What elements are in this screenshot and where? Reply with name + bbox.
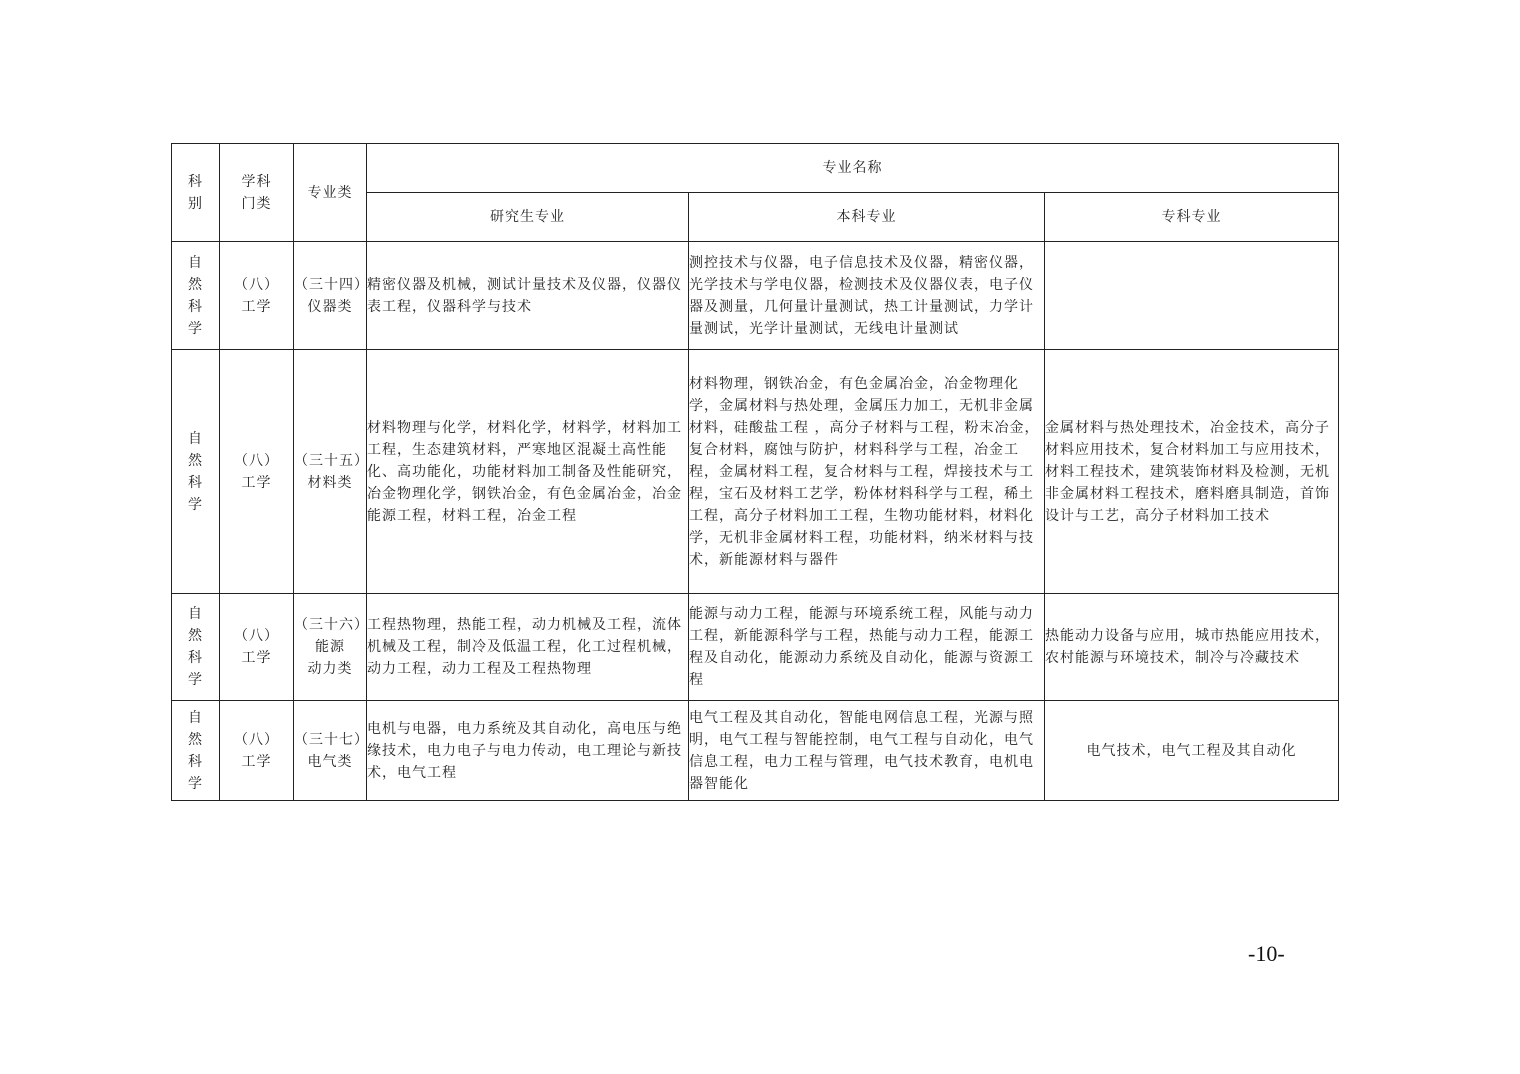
category-text: 自然科学: [188, 430, 203, 513]
graduate-majors: 电机与电器，电力系统及其自动化，高电压与绝缘技术，电力电子与电力传动，电工理论与新技术，电气工程: [367, 701, 689, 801]
discipline-number: （八）: [234, 452, 279, 469]
table-row: [172, 594, 1339, 701]
category-text: 自然科学: [188, 254, 203, 337]
row-category: [172, 350, 220, 594]
class-number: （三十五）: [294, 452, 369, 469]
class-number: （三十六）: [294, 617, 369, 633]
discipline-number: （八）: [234, 276, 279, 293]
header-graduate: 研究生专业: [367, 193, 689, 242]
graduate-majors: 材料物理与化学，材料化学，材料学，材料加工工程，生态建筑材料，严寒地区混凝土高性能化、高功能化，功能材料加工制备及性能研究，冶金物理化学，钢铁冶金，有色金属冶金，冶金能源工程，材料工程，冶金工程: [367, 350, 689, 594]
row-discipline: [220, 594, 294, 701]
row-category: [172, 242, 220, 350]
class-name: 电气类: [307, 753, 353, 770]
majors-table: [171, 143, 1339, 801]
undergraduate-majors: 材料物理，钢铁冶金，有色金属冶金，冶金物理化学，金属材料与热处理，金属压力加工，无机非金属材料，硅酸盐工程 ，高分子材料与工程，粉末冶金，复合材料，腐蚀与防护，材料科学与工程，冶金工程，金属材料工程，复合材料与工程，焊接技术与工程，宝石及材料工艺学，粉体材料科学与工程，稀土工程，高分子材料加工工程，生物功能材料，材料化学，无机非金属材料工程，功能材料，纳米材料与技术，新能源材料与器件: [689, 350, 1045, 594]
discipline-number: （八）: [234, 628, 279, 644]
discipline-name: 工学: [241, 474, 272, 491]
discipline-name: 工学: [241, 650, 272, 666]
graduate-majors: 精密仪器及机械，测试计量技术及仪器，仪器仪表工程，仪器科学与技术: [367, 242, 689, 350]
discipline-name: 工学: [241, 753, 272, 770]
category-text: 自然科学: [188, 606, 203, 688]
header-category-label: 科别: [188, 173, 203, 212]
header-major-class: 专业类: [294, 144, 367, 242]
row-major-class: [294, 242, 367, 350]
class-name-line1: 能源: [315, 639, 345, 655]
undergraduate-majors: 测控技术与仪器，电子信息技术及仪器，精密仪器，光学技术与学电仪器，检测技术及仪器仪表，电子仪器及测量，几何量计量测试，热工计量测试，力学计量测试，光学计量测试，无线电计量测试: [689, 242, 1045, 350]
header-discipline: [220, 144, 294, 242]
category-text: 自然科学: [188, 709, 203, 792]
row-discipline: [220, 701, 294, 801]
header-undergraduate: 本科专业: [689, 193, 1045, 242]
class-name: 仪器类: [307, 298, 353, 315]
row-major-class: [294, 701, 367, 801]
header-category: [172, 144, 220, 242]
undergraduate-majors: 能源与动力工程，能源与环境系统工程，风能与动力工程，新能源科学与工程，热能与动力工程，能源工程及自动化，能源动力系统及自动化，能源与资源工程: [689, 594, 1045, 701]
row-category: [172, 701, 220, 801]
header-discipline-label: 学科门类: [241, 173, 272, 212]
row-category: [172, 594, 220, 701]
table-row: [172, 242, 1339, 350]
table-row: [172, 701, 1339, 801]
discipline-number: （八）: [234, 731, 279, 748]
row-major-class: [294, 594, 367, 701]
vocational-majors: 电气技术，电气工程及其自动化: [1045, 701, 1339, 801]
graduate-majors: 工程热物理，热能工程，动力机械及工程，流体机械及工程，制冷及低温工程，化工过程机械，动力工程，动力工程及工程热物理: [367, 594, 689, 701]
class-name-line2: 动力类: [307, 661, 353, 677]
header-major-name: 专业名称: [367, 144, 1339, 193]
row-major-class: [294, 350, 367, 594]
vocational-majors: [1045, 242, 1339, 350]
class-number: （三十七）: [294, 731, 369, 748]
vocational-majors: 热能动力设备与应用，城市热能应用技术，农村能源与环境技术，制冷与冷藏技术: [1045, 594, 1339, 701]
table-row: [172, 350, 1339, 594]
class-name: 材料类: [307, 474, 353, 491]
vocational-majors: 金属材料与热处理技术，冶金技术，高分子材料应用技术，复合材料加工与应用技术，材料工程技术，建筑装饰材料及检测，无机非金属材料工程技术，磨料磨具制造，首饰设计与工艺，高分子材料加工技术: [1045, 350, 1339, 594]
class-number: （三十四）: [294, 276, 369, 293]
header-vocational: 专科专业: [1045, 193, 1339, 242]
row-discipline: [220, 350, 294, 594]
header-row-1: [172, 144, 1339, 193]
page-number: -10-: [1248, 941, 1285, 966]
discipline-name: 工学: [241, 298, 272, 315]
row-discipline: [220, 242, 294, 350]
undergraduate-majors: 电气工程及其自动化，智能电网信息工程，光源与照明，电气工程与智能控制，电气工程与自动化，电气信息工程，电力工程与管理，电气技术教育，电机电器智能化: [689, 701, 1045, 801]
